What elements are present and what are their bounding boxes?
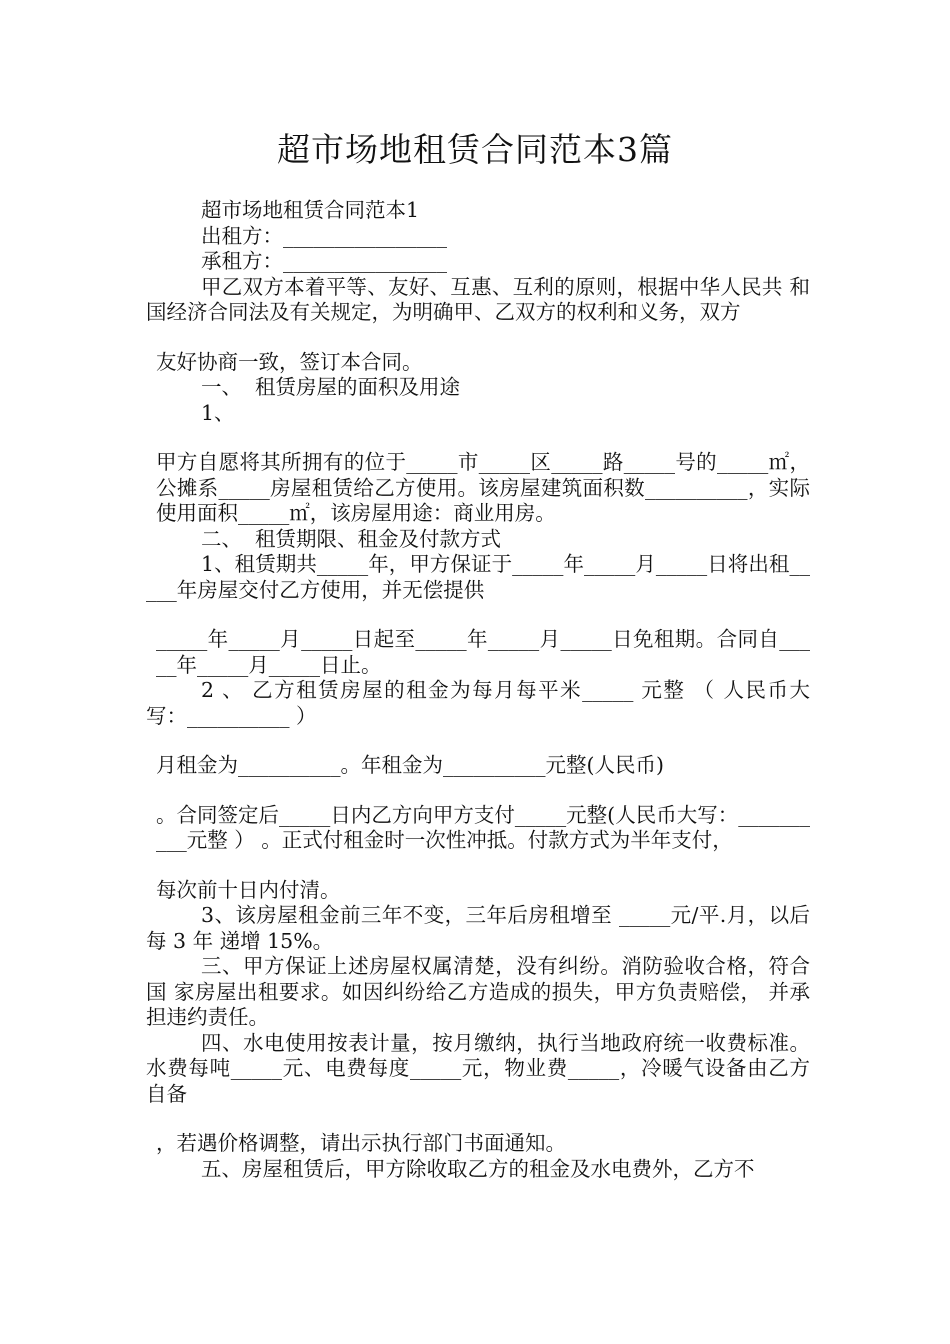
document-title: 超市场地租赁合同范本3篇	[277, 130, 673, 169]
lessee-line: 承租方：________________	[201, 249, 447, 273]
preamble-continued: 友好协商一致，签订本合同。	[156, 349, 423, 374]
area-usage-paragraph: 甲方自愿将其所拥有的位于_____市_____区_____路_____号的_____㎡，公摊系_____房屋租赁给乙方使用。该房屋建筑面积数__________，实际使用面积_____㎡，该房屋用途：商业用房。	[156, 450, 810, 525]
section-four-paragraph: 四、水电使用按表计量，按月缴纳，执行当地政府统一收费标准。水费每吨_____元、电费每度_____元，物业费_____，冷暖气设备由乙方自备	[146, 1030, 810, 1106]
section-two-heading: 二、 租赁期限、租金及付款方式	[201, 526, 502, 551]
monthly-rent-paragraph: 月租金为__________。年租金为__________元整(人民币)	[156, 753, 664, 777]
section-four-continued: ，若遇价格调整，请出示执行部门书面通知。	[156, 1131, 566, 1155]
payment-continued: 每次前十日内付清。	[156, 877, 341, 902]
payment-paragraph: 。合同签定后_____日内乙方向甲方支付_____元整(人民币大写：__________元整 ） 。正式付租金时一次性冲抵。付款方式为半年支付，	[156, 802, 810, 852]
rent-amount-paragraph: 2 、 乙方租赁房屋的租金为每月每平米_____ 元整 （ 人民币大写：__________ ）	[146, 678, 810, 728]
section-one-heading: 一、 租赁房屋的面积及用途	[201, 375, 461, 399]
contract-subtitle: 超市场地租赁合同范本1	[201, 198, 420, 222]
lease-term-paragraph: 1、租赁期共_____年，甲方保证于_____年_____月_____日将出租_____年房屋交付乙方使用，并无偿提供	[146, 552, 810, 602]
document-body	[146, 198, 810, 1182]
lessor-line: 出租方：________________	[201, 223, 447, 248]
rent-free-period-paragraph: _____年_____月_____日起至_____年_____月_____日免租期。合同自_____年_____月_____日止。	[156, 627, 810, 677]
section-five-paragraph: 五、房屋租赁后，甲方除收取乙方的租金及水电费外，乙方不	[201, 1156, 755, 1181]
preamble-paragraph: 甲乙双方本着平等、友好、互惠、互利的原则，根据中华人民共 和国经济合同法及有关规定，为明确甲、乙双方的权利和义务，双方	[146, 274, 810, 324]
section-three-paragraph: 三、甲方保证上述房屋权属清楚，没有纠纷。消防验收合格，符合国 家房屋出租要求。如因纠纷给乙方造成的损失，甲方负责赔偿， 并承担违约责任。	[146, 954, 810, 1029]
item-one-label: 1、	[201, 400, 235, 425]
rent-increase-paragraph: 3、该房屋租金前三年不变，三年后房租增至 _____元/平.月，以后每 3 年 递增 15%。	[146, 903, 810, 953]
